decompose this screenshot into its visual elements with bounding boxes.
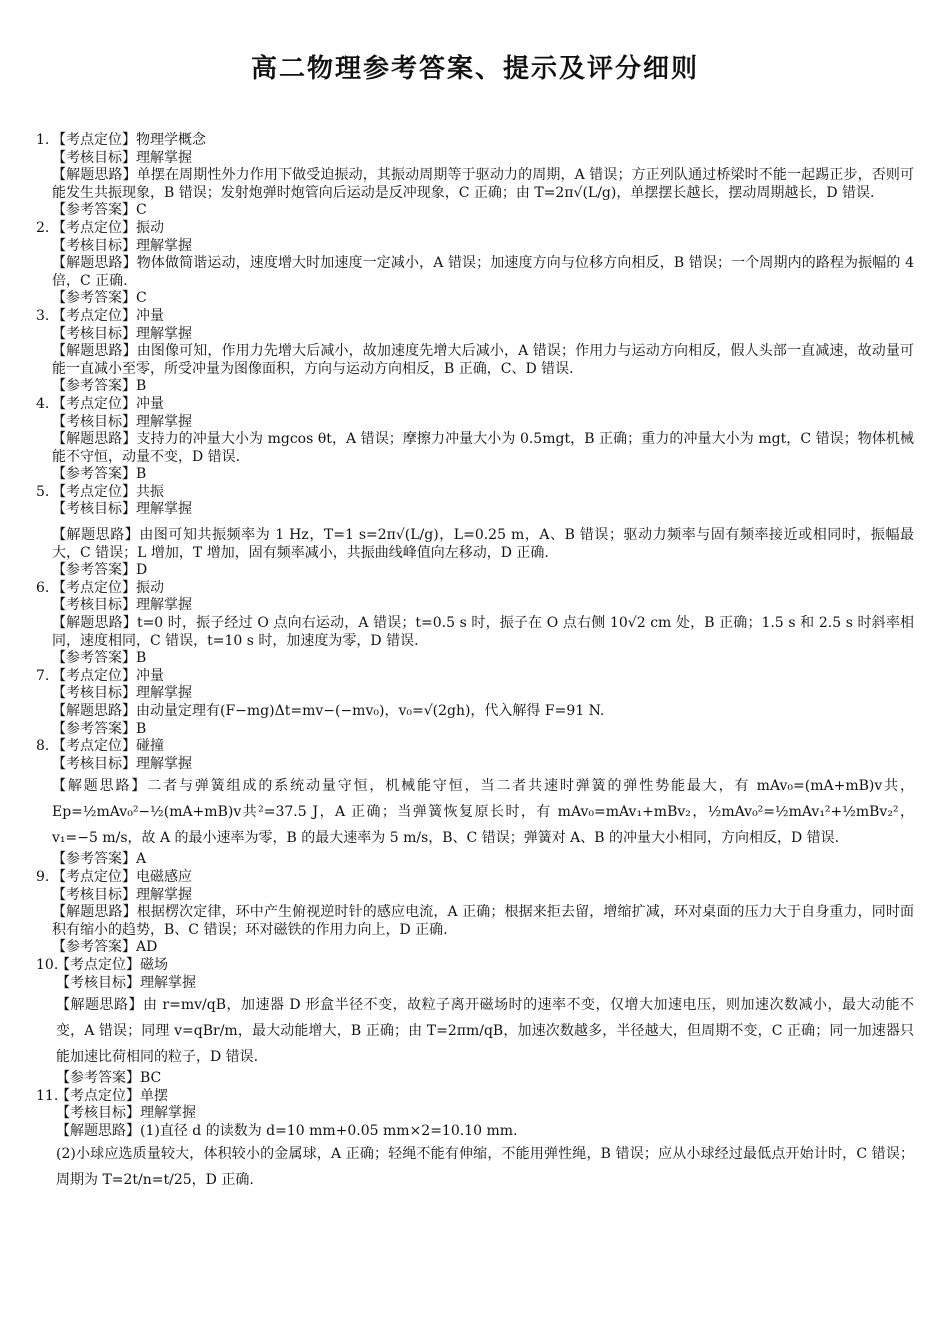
answer-label: 【参考答案】 xyxy=(52,466,136,483)
goal-label: 【考核目标】 xyxy=(52,149,136,166)
answer-label: 【参考答案】 xyxy=(52,562,136,579)
goal-label: 【考核目标】 xyxy=(52,597,136,614)
question-1 xyxy=(36,132,914,220)
goal-label: 【考核目标】 xyxy=(52,886,136,903)
question-number: 7. xyxy=(36,667,50,684)
answer-text: B xyxy=(136,378,147,395)
idea-label: 【解题思路】 xyxy=(56,1122,140,1139)
answer-text: C xyxy=(136,202,147,219)
goal-label: 【考核目标】 xyxy=(56,974,140,991)
goal-text: 理解掌握 xyxy=(136,755,192,772)
point-text: 冲量 xyxy=(136,395,164,412)
point-label: 【考点定位】 xyxy=(52,483,136,500)
question-8 xyxy=(36,738,914,869)
point-label: 【考点定位】 xyxy=(52,738,136,755)
goal-label: 【考核目标】 xyxy=(52,237,136,254)
answer-text: C xyxy=(136,290,147,307)
idea-text: 二者与弹簧组成的系统动量守恒，机械能守恒，当二者共速时弹簧的弹性势能最大，有 mAv₀=(mA+mB)v共，Ep=½mAv₀²−½(mA+mB)v共²=37.5 J，A 正确；当弹簧恢复原长时，有 mAv₀=mAv₁+mBv₂，½mAv₀²=½mAv₁²+½mBv₂²，v₁=−5 m/s，故 A 的最小速率为零，B 的最大速率为 5 m/s，B、C 错误；弹簧对 A、B 的冲量大小相同，方向相反，D 错误. xyxy=(52,778,915,847)
question-number: 2. xyxy=(36,219,50,236)
idea-text: 由图像可知，作用力先增大后减小，故加速度先增大后减小，A 错误；作用力与运动方向相反，假人头部一直减速，故动量可能一直减小至零，所受冲量为图像面积，方向与运动方向相反，B 正确，C、D 错误. xyxy=(52,343,915,377)
answer-label: 【参考答案】 xyxy=(56,1070,140,1087)
goal-text: 理解掌握 xyxy=(136,685,192,702)
answer-text: AD xyxy=(136,939,158,956)
point-label: 【考点定位】 xyxy=(52,307,136,324)
question-2 xyxy=(36,220,914,308)
answer-text: B xyxy=(136,720,147,737)
point-label: 【考点定位】 xyxy=(52,579,136,596)
answer-text: D xyxy=(136,562,148,579)
goal-label: 【考核目标】 xyxy=(52,501,136,518)
point-label: 【考点定位】 xyxy=(56,956,140,973)
goal-text: 理解掌握 xyxy=(136,413,192,430)
question-4 xyxy=(36,396,914,484)
answer-text: BC xyxy=(140,1070,162,1087)
answer-label: 【参考答案】 xyxy=(52,378,136,395)
goal-text: 理解掌握 xyxy=(136,501,192,518)
goal-text: 理解掌握 xyxy=(136,886,192,903)
idea-text: 单摆在周期性外力作用下做受迫振动，其振动周期等于驱动力的周期，A 错误；方正列队通过桥梁时不能一起踢正步，否则可能发生共振现象，B 错误；发射炮弹时炮管向后运动是反冲现象，C 正确；由 T=2π√(L/g)，单摆摆长越长，摆动周期越长，D 错误. xyxy=(52,167,915,201)
answer-text: B xyxy=(136,466,147,483)
answer-label: 【参考答案】 xyxy=(52,202,136,219)
question-5 xyxy=(36,484,914,580)
goal-text: 理解掌握 xyxy=(136,237,192,254)
point-text: 电磁感应 xyxy=(136,868,192,885)
goal-text: 理解掌握 xyxy=(136,597,192,614)
answer-label: 【参考答案】 xyxy=(52,650,136,667)
question-number: 3. xyxy=(36,307,50,324)
idea-text: 由 r=mv/qB，加速器 D 形盒半径不变，故粒子离开磁场时的速率不变，仅增大加速电压，则加速次数减小，最大动能不变，A 错误；同理 v=qBr/m，最大动能增大，B 正确；由 T=2πm/qB，加速次数越多，半径越大，但周期不变，C 正确；同一加速器只能加速比荷相同的粒子，D 错误. xyxy=(56,997,914,1066)
idea-label: 【解题思路】 xyxy=(52,167,137,184)
goal-label: 【考核目标】 xyxy=(56,1105,140,1122)
goal-text: 理解掌握 xyxy=(140,1105,196,1122)
goal-label: 【考核目标】 xyxy=(52,325,136,342)
question-number: 8. xyxy=(36,738,50,755)
idea-label: 【解题思路】 xyxy=(52,615,137,632)
point-label: 【考点定位】 xyxy=(52,132,136,148)
point-text: 冲量 xyxy=(136,307,164,324)
answer-text: A xyxy=(136,851,147,868)
point-label: 【考点定位】 xyxy=(52,667,136,684)
idea-text-part-2: (2)小球应选质量较大，体积较小的金属球，A 正确；轻绳不能有伸缩，不能用弹性绳，B 错误；应从小球经过最低点开始计时，C 错误；周期为 T=2t/n=t/25，D 正确. xyxy=(56,1145,914,1188)
point-text: 振动 xyxy=(136,579,164,596)
idea-text: 由动量定理有(F−mg)Δt=mv−(−mv₀)，v₀=√(2gh)，代入解得 F=91 N. xyxy=(136,703,605,719)
question-number: 9. xyxy=(36,868,50,885)
point-text: 冲量 xyxy=(136,667,164,684)
question-10 xyxy=(36,957,914,1088)
idea-label: 【解题思路】 xyxy=(52,431,137,448)
idea-text: (1)直径 d 的读数为 d=10 mm+0.05 mm×2=10.10 mm. xyxy=(140,1122,518,1139)
question-number: 4. xyxy=(36,395,50,412)
answer-label: 【参考答案】 xyxy=(52,720,136,737)
question-3 xyxy=(36,308,914,396)
goal-text: 理解掌握 xyxy=(136,149,192,166)
idea-text: 根据楞次定律，环中产生俯视逆时针的感应电流，A 正确；根据来拒去留，增缩扩减，环对桌面的压力大于自身重力，同时面积有缩小的趋势，B、C 错误；环对磁铁的作用力向上，D 正确. xyxy=(52,904,915,938)
idea-text: 由图可知共振频率为 1 Hz，T=1 s=2π√(L/g)，L=0.25 m，A、B 错误；驱动力频率与固有频率接近或相同时，振幅最大，C 错误；L 增加，T 增加，固有频率减小，共振曲线峰值向左移动，D 正确. xyxy=(52,527,915,561)
point-text: 共振 xyxy=(136,483,164,500)
point-label: 【考点定位】 xyxy=(52,868,136,885)
goal-label: 【考核目标】 xyxy=(52,685,136,702)
answer-text: B xyxy=(136,650,147,667)
idea-label: 【解题思路】 xyxy=(52,703,136,719)
point-text: 磁场 xyxy=(140,956,168,973)
idea-text: t=0 时，振子经过 O 点向右运动，A 错误；t=0.5 s 时，振子在 O 点右侧 10√2 cm 处，B 正确；1.5 s 和 2.5 s 时斜率相同，速度相同，C 错误，t=10 s 时，加速度为零，D 错误. xyxy=(52,615,914,649)
idea-label: 【解题思路】 xyxy=(56,997,143,1014)
point-text: 振动 xyxy=(136,219,164,236)
question-number: 6. xyxy=(36,579,50,596)
point-text: 单摆 xyxy=(140,1087,168,1104)
page-title: 高二物理参考答案、提示及评分细则 xyxy=(250,54,699,84)
point-text: 碰撞 xyxy=(136,738,164,755)
goal-text: 理解掌握 xyxy=(140,974,196,991)
point-label: 【考点定位】 xyxy=(52,395,136,412)
question-number: 5. xyxy=(36,483,50,500)
idea-label: 【解题思路】 xyxy=(52,255,137,272)
goal-text: 理解掌握 xyxy=(136,325,192,342)
idea-text: 物体做简谐运动，速度增大时加速度一定减小，A 错误；加速度方向与位移方向相反，B 错误；一个周期内的路程为振幅的 4 倍，C 正确. xyxy=(52,255,915,289)
idea-text: 支持力的冲量大小为 mgcos θt，A 错误；摩擦力冲量大小为 0.5mgt，B 正确；重力的冲量大小为 mgt，C 错误；物体机械能不守恒，动量不变，D 错误. xyxy=(52,431,915,465)
point-label: 【考点定位】 xyxy=(52,219,136,236)
question-number: 10. xyxy=(36,956,59,973)
question-9 xyxy=(36,869,914,957)
question-number: 11. xyxy=(36,1087,59,1104)
question-number: 1. xyxy=(36,132,50,148)
idea-label: 【解题思路】 xyxy=(52,343,137,360)
answer-label: 【参考答案】 xyxy=(52,290,136,307)
idea-label: 【解题思路】 xyxy=(52,904,137,921)
question-7 xyxy=(36,668,914,738)
question-6 xyxy=(36,580,914,668)
point-label: 【考点定位】 xyxy=(56,1087,140,1104)
idea-label: 【解题思路】 xyxy=(52,778,148,795)
point-text: 物理学概念 xyxy=(136,132,206,148)
question-11 xyxy=(36,1088,914,1193)
answer-list xyxy=(36,132,914,1193)
answer-label: 【参考答案】 xyxy=(52,851,136,868)
answer-label: 【参考答案】 xyxy=(52,939,136,956)
goal-label: 【考核目标】 xyxy=(52,413,136,430)
idea-label: 【解题思路】 xyxy=(52,527,140,544)
goal-label: 【考核目标】 xyxy=(52,755,136,772)
